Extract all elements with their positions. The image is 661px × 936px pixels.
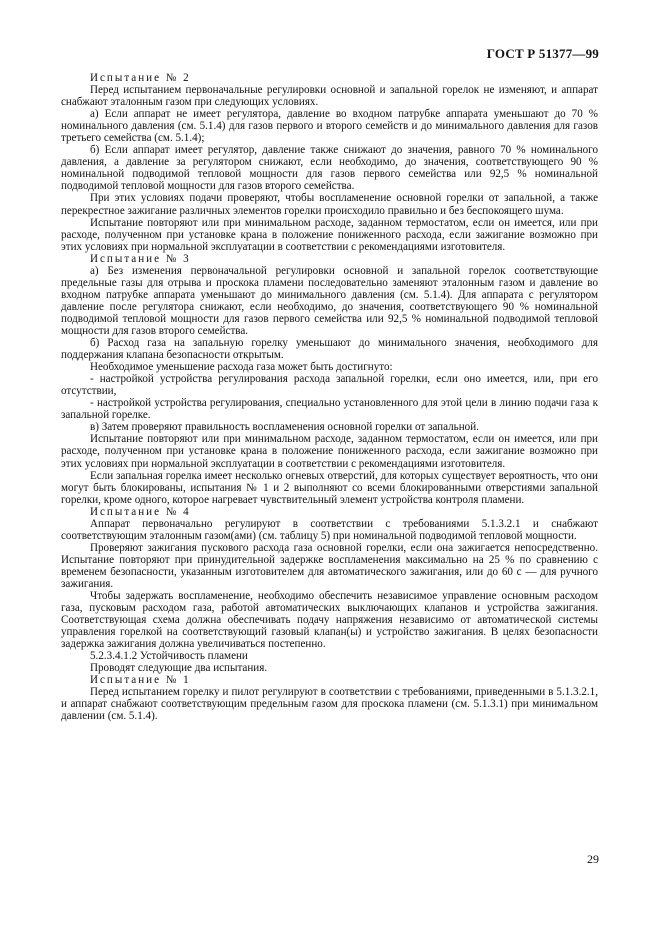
paragraph: Если запальная горелка имеет несколько огневых отверстий, для которых существует вероятность, что они могут быть блокированы, испытания № 1 и 2 выполняют со всеми блокированными отверстиями запальной горелки, кроме одного, которое нагревает чувствительный элемент устройства контроля пламени. <box>61 469 598 506</box>
list-item: - настройкой устройства регулирования расхода запальной горелки, если оно имеется, или, при его отсутствии, <box>61 373 598 398</box>
test-heading: Испытание № 1 <box>90 674 191 687</box>
paragraph: Проводят следующие два испытания. <box>90 662 268 675</box>
document-body <box>61 72 598 723</box>
page-number: 29 <box>587 852 599 866</box>
paragraph: а) Если аппарат не имеет регулятора, давление во входном патрубке аппарата уменьшают до 70 % номинального давления (см. 5.1.4) для газов первого и второго семейств и до минимального давления для газов третьего семейства (см. 5.1.4); <box>61 108 598 145</box>
paragraph: Перед испытанием горелку и пилот регулируют в соответствии с требованиями, приведенными в 5.1.3.2.1, и аппарат снабжают соответствующим предельным газом для проскока пламени (см. 5.1.3.1) при минимальном давлении (см. 5.1.4). <box>61 686 598 723</box>
paragraph: в) Затем проверяют правильность воспламенения основной горелки от запальной. <box>90 421 479 434</box>
section-heading: 5.2.3.4.1.2 Устойчивость пламени <box>90 650 248 663</box>
standard-header: ГОСТ Р 51377—99 <box>486 46 599 61</box>
test-heading: Испытание № 3 <box>90 252 191 265</box>
paragraph: а) Без изменения первоначальной регулировки основной и запальной горелок соответствующие предельные газы для отрыва и проскока пламени последовательно заменяют эталонным газом и давление во входном патрубке аппарата уменьшают до минимального давления (см. 5.1.4). Для аппарата с регулятором давление после регулятора снижают, если необходимо, до значения, соответствующего 90 % номинальной подводимой тепловой мощности для газов первого семейства или 92,5 % номинальной подводимой тепловой мощности для газов второго семейства. <box>61 264 598 337</box>
list-item: - настройкой устройства регулирования, специально установленного для этой цели в линию подачи газа к запальной горелке. <box>61 397 598 422</box>
paragraph: б) Если аппарат имеет регулятор, давление также снижают до значения, равного 70 % номинального давления, а давление за регулятором снижают, если необходимо, до значения, соответствующего 90 % номинальной подводимой тепловой мощности для газов первого семейства или 92,5 % номинальной подводимой тепловой мощности для газов второго семейства. <box>61 144 598 193</box>
paragraph: Необходимое уменьшение расхода газа может быть достигнуто: <box>90 361 393 374</box>
paragraph: б) Расход газа на запальную горелку уменьшают до минимального значения, необходимого для поддержания клапана безопасности открытым. <box>61 337 598 362</box>
paragraph: Чтобы задержать воспламенение, необходимо обеспечить независимое управление основным расходом газа, пусковым расходом газа, работой автоматических выключающих клапанов и устройства зажигания. Соответствующая схема должна обеспечивать подачу напряжения независимо от автоматической системы управления горелкой на соответствующий газовый клапан(ы) и устройство зажигания. В целях безопасности задержка зажигания должна увеличиваться постепенно. <box>61 590 598 651</box>
paragraph: Перед испытанием первоначальные регулировки основной и запальной горелок не изменяют, и аппарат снабжают эталонным газом при следующих условиях. <box>61 84 598 109</box>
paragraph: Проверяют зажигания пускового расхода газа основной горелки, если она зажигается непосредственно. Испытание повторяют при принудительной задержке воспламенения максимально на 25 % по сравнению с временем безопасности, указанным изготовителем для автоматического зажигания, или до 60 с — для ручного зажигания. <box>61 541 598 590</box>
paragraph: Испытание повторяют или при минимальном расходе, заданном термостатом, если он имеется, или при расходе, полученном при установке крана в положение пониженного расхода, если зажигание возможно при этих условиях при нормальной эксплуатации в соответствии с рекомендациями изготовителя. <box>61 433 598 470</box>
paragraph: Испытание повторяют или при минимальном расходе, заданном термостатом, если он имеется, или при расходе, полученном при установке крана в положение пониженного расхода, если зажигание возможно при этих условиях при нормальной эксплуатации в соответствии с рекомендациями изготовителя. <box>61 216 598 253</box>
paragraph: Аппарат первоначально регулируют в соответствии с требованиями 5.1.3.2.1 и снабжают соответствующим эталонным газом(ами) (см. таблицу 5) при номинальной подводимой тепловой мощности. <box>61 517 598 542</box>
test-heading: Испытание № 4 <box>90 505 191 518</box>
paragraph: При этих условиях подачи проверяют, чтобы воспламенение основной горелки от запальной, а также перекрестное зажигание различных элементов горелки происходило правильно и без беспокоящего шума. <box>61 192 598 217</box>
test-heading: Испытание № 2 <box>90 72 191 84</box>
